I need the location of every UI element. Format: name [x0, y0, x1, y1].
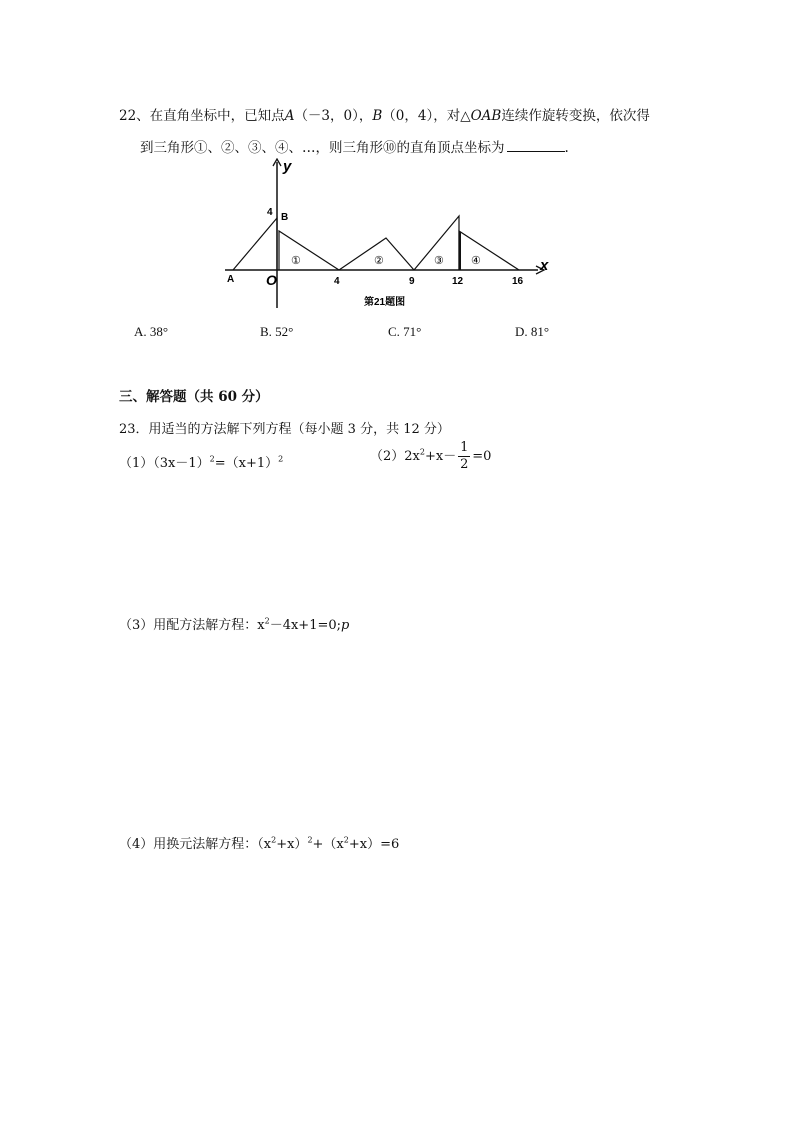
rotation-figure — [220, 158, 550, 310]
option-d[interactable]: D. 81° — [515, 324, 550, 339]
x-tick-12: 12 — [452, 276, 464, 287]
q23-title: 23．用适当的方法解下列方程（每小题 3 分，共 12 分） — [119, 422, 450, 437]
triangle-1-label: ① — [291, 255, 301, 267]
triangle-name: OAB — [470, 108, 502, 124]
label-b: B — [281, 212, 289, 223]
triangle-1 — [279, 231, 339, 270]
option-a[interactable]: A. 38° — [134, 324, 169, 339]
x-tick-4: 4 — [334, 276, 340, 287]
label-a: A — [227, 274, 235, 285]
point-b-coords: （0，4），对△ — [382, 108, 471, 124]
x-tick-16: 16 — [512, 276, 524, 287]
q23-part-3: （3）用配方法解方程：$x^2-4x+1=0;p$ — [119, 616, 350, 633]
q22-line2-text: 到三角形①、②、③、④、…，则三角形⑩的直角顶点坐标为 — [140, 140, 505, 156]
x-tick-9: 9 — [409, 276, 415, 287]
point-b-label: B — [372, 108, 383, 124]
triangle-oab — [233, 218, 277, 270]
triangle-3-label: ③ — [434, 255, 444, 267]
q23-part-1: $(1)(3x-1)^2=(x+1)^2$ — [119, 454, 284, 471]
q22-line1 — [119, 104, 650, 124]
fraction-one-half: $\frac{1}{2}$ — [460, 440, 469, 472]
section-3-title: 三、解答题（共 60 分） — [119, 389, 269, 405]
option-b[interactable]: B. 52° — [260, 324, 294, 339]
y-tick-4: 4 — [267, 207, 273, 218]
y-axis-label: y — [283, 158, 292, 175]
q23-part-2: $(2)2x^2+x-$ $\frac{1}{2}$ =0 — [370, 440, 492, 472]
triangle-4 — [459, 231, 519, 270]
q22-line1-suffix: 连续作旋转变换，依次得 — [501, 108, 650, 124]
figure-caption: 第21题图 — [364, 297, 406, 308]
answer-blank[interactable] — [507, 139, 565, 152]
q23-part-4: （4）用换元法解方程：$(x^2+x)^2+(x^2+x)=6$ — [119, 835, 400, 852]
q22-line2 — [140, 136, 569, 156]
option-c[interactable]: C. 71° — [388, 324, 422, 339]
triangle-4-label: ④ — [471, 255, 481, 267]
q22-line1-prefix: 22、在直角坐标中，已知点 — [119, 108, 285, 124]
triangle-2-label: ② — [374, 255, 384, 267]
q22-line2-end: . — [564, 140, 569, 156]
point-a-label: A — [284, 108, 295, 124]
label-o: O — [266, 272, 277, 288]
x-axis-label: x — [540, 257, 549, 274]
point-a-coords: （－3，0）， — [294, 108, 373, 124]
